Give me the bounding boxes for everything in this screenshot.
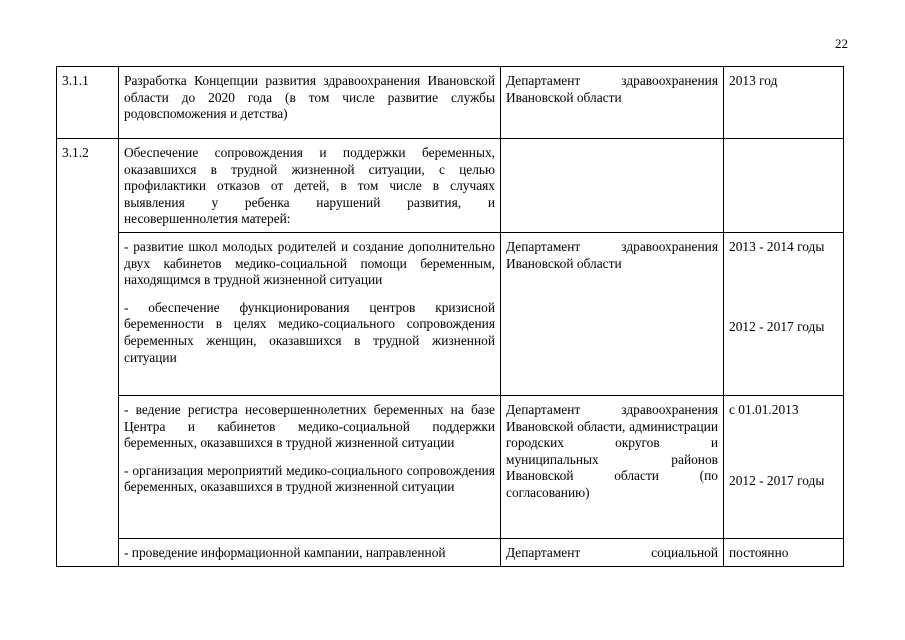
term-1: 2013 - 2014 годы [729, 238, 825, 254]
page-number: 22 [835, 36, 848, 51]
activity-cell [119, 395, 501, 538]
executor-cell [501, 139, 724, 233]
term-1: с 01.01.2013 [729, 401, 799, 417]
term-cell: 2013 год [724, 67, 844, 139]
term-cell [724, 139, 844, 233]
activity-cell: - проведение информационной кампании, направленной [119, 538, 501, 566]
table-row [57, 395, 844, 538]
term-cell [724, 232, 844, 395]
term-cell: постоянно [724, 538, 844, 566]
item-number-empty [57, 395, 119, 538]
item-number-empty [57, 232, 119, 395]
table-row [57, 232, 844, 395]
sub-item: - организация мероприятий медико-социального сопровождения беременных, оказавшихся в трудной жизненной ситуации [124, 462, 495, 495]
sub-item: - ведение регистра несовершеннолетних беременных на базе Центра и кабинетов медико-социальной поддержки беременных, оказавшихся в трудной жизненной ситуации [124, 401, 495, 451]
table-row [57, 67, 844, 139]
sub-item: - развитие школ молодых родителей и создание дополнительно двух кабинетов медико-социальной помощи беременным, находящимся в трудной жизненной ситуации [124, 238, 495, 288]
term-2: 2012 - 2017 годы [729, 472, 825, 488]
item-number: 3.1.2 [57, 139, 119, 233]
measures-table [56, 66, 844, 567]
executor-cell: Департамент здравоохранения Ивановской области [501, 232, 724, 395]
term-2: 2012 - 2017 годы [729, 318, 825, 334]
executor-cell: Департамент социальной [501, 538, 724, 566]
term-cell [724, 395, 844, 538]
executor-cell: Департамент здравоохранения Ивановской области [501, 67, 724, 139]
table-row [57, 538, 844, 566]
sub-item: - обеспечение функционирования центров кризисной беременности в целях медико-социального сопровождения беременных женщин, оказавшихся в трудной жизненной ситуации [124, 299, 495, 365]
executor-cell: Департамент здравоохранения Ивановской области, администрации городских округов и муниципальных районов Ивановской области (по согласованию) [501, 395, 724, 538]
item-number: 3.1.1 [57, 67, 119, 139]
activity-cell: Обеспечение сопровождения и поддержки беременных, оказавшихся в трудной жизненной ситуации, с целью профилактики отказов от детей, в том числе в случаях выявления у ребенка нарушений развития, и несовершеннолетия матерей: [119, 139, 501, 233]
activity-cell: Разработка Концепции развития здравоохранения Ивановской области до 2020 года (в том числе развитие службы родовспоможения и детства) [119, 67, 501, 139]
activity-cell [119, 232, 501, 395]
table-row [57, 139, 844, 233]
item-number-empty [57, 538, 119, 566]
